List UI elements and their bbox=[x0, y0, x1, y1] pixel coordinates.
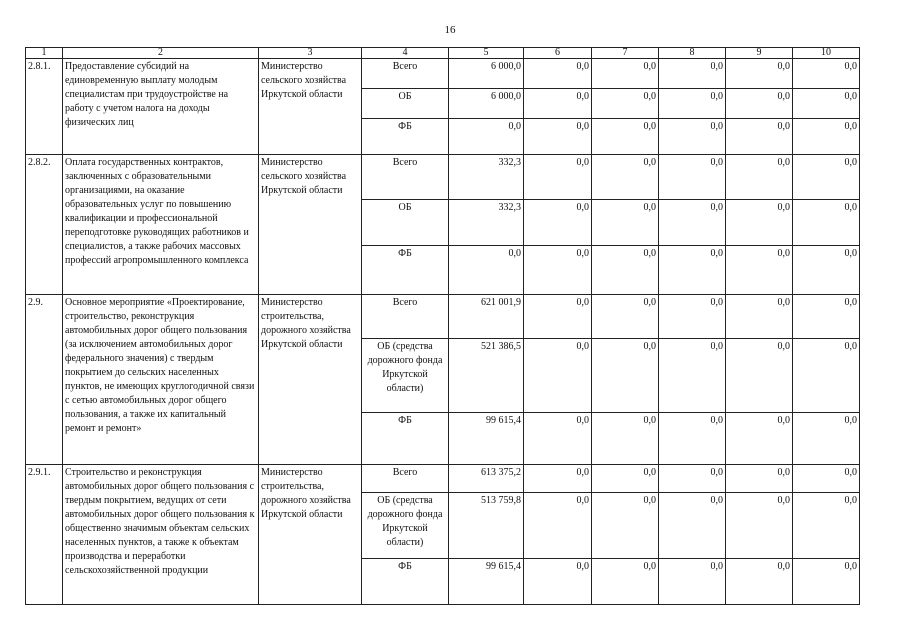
item-executor: Министерство сельского хозяйства Иркутской области bbox=[259, 59, 362, 155]
year-value: 0,0 bbox=[659, 559, 726, 605]
total-value: 0,0 bbox=[449, 119, 524, 155]
year-value: 0,0 bbox=[726, 119, 793, 155]
year-value: 0,0 bbox=[659, 295, 726, 339]
total-value: 6 000,0 bbox=[449, 59, 524, 89]
year-value: 0,0 bbox=[726, 200, 793, 246]
year-value: 0,0 bbox=[726, 339, 793, 413]
year-value: 0,0 bbox=[524, 155, 592, 200]
year-value: 0,0 bbox=[726, 246, 793, 295]
year-value: 0,0 bbox=[726, 465, 793, 493]
funding-source: Всего bbox=[362, 295, 449, 339]
item-number: 2.8.2. bbox=[26, 155, 63, 295]
year-value: 0,0 bbox=[524, 493, 592, 559]
item-number: 2.8.1. bbox=[26, 59, 63, 155]
year-value: 0,0 bbox=[793, 339, 860, 413]
year-value: 0,0 bbox=[659, 339, 726, 413]
year-value: 0,0 bbox=[659, 493, 726, 559]
funding-source: ОБ bbox=[362, 200, 449, 246]
column-header: 6 bbox=[524, 48, 592, 59]
year-value: 0,0 bbox=[524, 295, 592, 339]
year-value: 0,0 bbox=[659, 155, 726, 200]
year-value: 0,0 bbox=[524, 465, 592, 493]
column-header: 1 bbox=[26, 48, 63, 59]
table-row bbox=[26, 59, 860, 89]
year-value: 0,0 bbox=[793, 413, 860, 465]
year-value: 0,0 bbox=[592, 200, 659, 246]
total-value: 99 615,4 bbox=[449, 413, 524, 465]
page-number: 16 bbox=[444, 24, 456, 36]
column-header: 9 bbox=[726, 48, 793, 59]
funding-source: Всего bbox=[362, 59, 449, 89]
year-value: 0,0 bbox=[793, 295, 860, 339]
funding-source: ФБ bbox=[362, 413, 449, 465]
year-value: 0,0 bbox=[659, 59, 726, 89]
total-value: 332,3 bbox=[449, 200, 524, 246]
year-value: 0,0 bbox=[793, 59, 860, 89]
year-value: 0,0 bbox=[726, 559, 793, 605]
total-value: 99 615,4 bbox=[449, 559, 524, 605]
column-header: 5 bbox=[449, 48, 524, 59]
funding-source: ФБ bbox=[362, 246, 449, 295]
column-header: 4 bbox=[362, 48, 449, 59]
year-value: 0,0 bbox=[524, 89, 592, 119]
funding-source: ФБ bbox=[362, 119, 449, 155]
year-value: 0,0 bbox=[793, 200, 860, 246]
total-value: 613 375,2 bbox=[449, 465, 524, 493]
budget-table bbox=[25, 47, 860, 605]
year-value: 0,0 bbox=[793, 119, 860, 155]
column-header: 2 bbox=[63, 48, 259, 59]
year-value: 0,0 bbox=[592, 89, 659, 119]
year-value: 0,0 bbox=[592, 295, 659, 339]
year-value: 0,0 bbox=[592, 155, 659, 200]
item-number: 2.9.1. bbox=[26, 465, 63, 605]
funding-source: Всего bbox=[362, 155, 449, 200]
year-value: 0,0 bbox=[524, 59, 592, 89]
item-name: Основное мероприятие «Проектирование, строительство, реконструкция автомобильных дорог общего пользования (за исключением автомобильных дорог федерального значения) с твердым покрытием до сельских населенных пунктов, не имеющих круглогодичной связи с сетью автомобильных дорог общего пользования, а также их капитальный ремонт и ремонт» bbox=[63, 295, 259, 465]
item-name: Оплата государственных контрактов, заключенных с образовательными организациями, на оказание образовательных услуг по повышению квалификации и профессиональной переподготовке руководящих работников и специалистов, а также рабочих массовых профессий агропромышленного комплекса bbox=[63, 155, 259, 295]
year-value: 0,0 bbox=[726, 59, 793, 89]
year-value: 0,0 bbox=[793, 559, 860, 605]
funding-source: ФБ bbox=[362, 559, 449, 605]
year-value: 0,0 bbox=[726, 155, 793, 200]
year-value: 0,0 bbox=[592, 246, 659, 295]
table-row bbox=[26, 465, 860, 493]
column-header: 8 bbox=[659, 48, 726, 59]
year-value: 0,0 bbox=[726, 413, 793, 465]
column-header: 7 bbox=[592, 48, 659, 59]
year-value: 0,0 bbox=[793, 155, 860, 200]
year-value: 0,0 bbox=[592, 413, 659, 465]
table-row bbox=[26, 155, 860, 200]
year-value: 0,0 bbox=[524, 246, 592, 295]
item-executor: Министерство сельского хозяйства Иркутской области bbox=[259, 155, 362, 295]
year-value: 0,0 bbox=[592, 465, 659, 493]
year-value: 0,0 bbox=[592, 493, 659, 559]
year-value: 0,0 bbox=[726, 493, 793, 559]
year-value: 0,0 bbox=[659, 89, 726, 119]
year-value: 0,0 bbox=[659, 413, 726, 465]
year-value: 0,0 bbox=[524, 119, 592, 155]
year-value: 0,0 bbox=[726, 295, 793, 339]
year-value: 0,0 bbox=[524, 413, 592, 465]
year-value: 0,0 bbox=[659, 119, 726, 155]
item-executor: Министерство строительства, дорожного хозяйства Иркутской области bbox=[259, 465, 362, 605]
year-value: 0,0 bbox=[726, 89, 793, 119]
year-value: 0,0 bbox=[524, 559, 592, 605]
funding-source: ОБ (средства дорожного фонда Иркутской области) bbox=[362, 493, 449, 559]
funding-source: Всего bbox=[362, 465, 449, 493]
year-value: 0,0 bbox=[793, 493, 860, 559]
item-executor: Министерство строительства, дорожного хозяйства Иркутской области bbox=[259, 295, 362, 465]
year-value: 0,0 bbox=[659, 465, 726, 493]
year-value: 0,0 bbox=[524, 200, 592, 246]
funding-source: ОБ bbox=[362, 89, 449, 119]
column-header: 3 bbox=[259, 48, 362, 59]
year-value: 0,0 bbox=[793, 246, 860, 295]
year-value: 0,0 bbox=[592, 339, 659, 413]
total-value: 332,3 bbox=[449, 155, 524, 200]
year-value: 0,0 bbox=[659, 246, 726, 295]
item-name: Строительство и реконструкция автомобильных дорог общего пользования с твердым покрытием, ведущих от сети автомобильных дорог общего пользования к общественно значимым объектам сельских населенных пунктов, а также к объектам производства и переработки сельскохозяйственной продукции bbox=[63, 465, 259, 605]
total-value: 521 386,5 bbox=[449, 339, 524, 413]
year-value: 0,0 bbox=[793, 465, 860, 493]
year-value: 0,0 bbox=[592, 119, 659, 155]
table-row bbox=[26, 295, 860, 339]
item-number: 2.9. bbox=[26, 295, 63, 465]
year-value: 0,0 bbox=[524, 339, 592, 413]
year-value: 0,0 bbox=[592, 59, 659, 89]
year-value: 0,0 bbox=[592, 559, 659, 605]
total-value: 621 001,9 bbox=[449, 295, 524, 339]
year-value: 0,0 bbox=[659, 200, 726, 246]
total-value: 6 000,0 bbox=[449, 89, 524, 119]
total-value: 0,0 bbox=[449, 246, 524, 295]
column-header: 10 bbox=[793, 48, 860, 59]
funding-source: ОБ (средства дорожного фонда Иркутской области) bbox=[362, 339, 449, 413]
total-value: 513 759,8 bbox=[449, 493, 524, 559]
header-row bbox=[26, 48, 860, 59]
year-value: 0,0 bbox=[793, 89, 860, 119]
item-name: Предоставление субсидий на единовременную выплату молодым специалистам при трудоустройстве на работу с учетом налога на доходы физических лиц bbox=[63, 59, 259, 155]
